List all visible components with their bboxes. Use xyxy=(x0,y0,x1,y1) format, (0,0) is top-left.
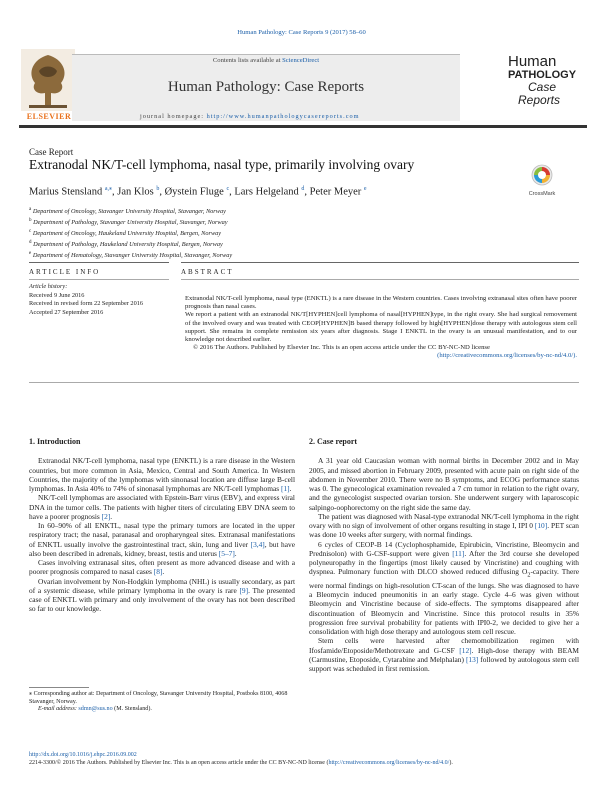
abstract-paragraph: We report a patient with an extranodal NK/T[HYPHEN]cell lymphoma of nasal[HYPHEN]type, in the right ovary. She had surgical removement of the involved ovary and was treated with CEOP[HYPHEN]B based therapy followed by high[HYPHEN]dose therapy with autologous stem cell support. She remains in complete remission six years after diagnosis. Stage I ENKTL in the ovary is an unusual manifestation, and to our knowledge not described earlier. xyxy=(185,311,577,344)
homepage-label: journal homepage: xyxy=(140,113,207,120)
homepage-link[interactable]: http://www.humanpathologycasereports.com xyxy=(206,113,360,120)
affiliation: $^d$ Department of Pathology, Haukeland University Hospital, Bergen, Norway xyxy=(29,239,223,248)
article-history xyxy=(29,283,143,318)
affiliation: $^c$ Department of Oncology, Haukeland University Hospital, Bergen, Norway xyxy=(29,228,222,237)
footnote-email: E-mail address: sdmn@sus.no (M. Stensland). xyxy=(38,706,152,712)
section-heading: 1. Introduction xyxy=(29,437,81,446)
introduction-section xyxy=(29,437,295,614)
citation-link[interactable]: [12] xyxy=(459,645,472,655)
case-report-section xyxy=(309,437,579,673)
header-rule xyxy=(19,125,587,128)
author-list xyxy=(29,185,367,198)
paragraph: Cases involving extranasal sites, often present as more advanced disease and with a poorer prognosis compared to nasal cases [8]. xyxy=(29,558,295,577)
author-name: Marius Stensland xyxy=(29,186,105,198)
elsevier-tree-logo[interactable] xyxy=(21,49,75,119)
citation-link[interactable]: [8] xyxy=(153,567,163,577)
affiliation: $^a$ Department of Oncology, Stavanger University Hospital, Stavanger, Norway xyxy=(29,207,226,216)
paragraph: Stem cells were harvested after chemomobilization regimen with Ifosfamide/Etoposide/Methotrexate and G-CSF [12]. High-dose therapy with BEAM (Carmustine, Etoposide, Cytarabine and Melphalan) [13] followed by autologous stem cell support was scheduled in first remission. xyxy=(309,636,579,674)
accepted-date: Accepted 27 September 2016 xyxy=(29,309,104,317)
affiliation: $^e$ Department of Hematology, Stavanger University Hospital, Stavanger, Norway xyxy=(29,250,233,259)
divider xyxy=(181,279,579,280)
abstract-heading: ABSTRACT xyxy=(181,268,234,276)
divider xyxy=(29,382,579,383)
paragraph: Extranodal NK/T-cell lymphoma, nasal type (ENKTL) is a rare disease in the Western countries, but more common in Asia, Mexico, Central and South America. In Western Countries, the majority of the lymphomas with sinonasal location are diffuse large B-cell lymphomas. In Asia 40% to 74% of sinonasal lymphomas are NK/T-cell lymphomas [1]. xyxy=(29,456,295,493)
history-label: Article history: xyxy=(29,283,68,290)
divider xyxy=(29,262,169,263)
abstract-body xyxy=(185,295,577,361)
citation-link[interactable]: [3,4] xyxy=(250,539,265,549)
author-name: , Peter Meyer xyxy=(304,186,364,198)
author-sup[interactable]: c xyxy=(226,186,230,192)
abstract-paragraph: Extranodal NK/T-cell lymphoma, nasal type (ENKTL) is a rare disease in the Western countries. Cases involving extranasal sites often have poorer prognosis than nasal cases. xyxy=(185,295,577,311)
logo-line-4: Reports xyxy=(518,92,561,107)
section-heading: 2. Case report xyxy=(309,437,358,446)
citation-link[interactable]: [13] xyxy=(465,654,479,664)
logo-line-1: Human xyxy=(508,53,557,70)
journal-title: Human Pathology: Case Reports xyxy=(167,79,365,95)
paragraph: In 60–90% of all ENKTL, nasal type the primary tumors are located in the upper respiratory tract; the nasal, paranasal and oropharyngeal sites. Extranasal manifestations of ENKTL usually involve the gastrointestinal tract, skin, lung and liver [3,4], but have also been described in adrenals, kidney, breast, testis and uterus [5–7]. xyxy=(29,521,295,558)
citation-link[interactable]: [10] xyxy=(534,521,548,530)
article-type: Case Report xyxy=(29,147,74,157)
corresponding-author-footnote xyxy=(29,691,295,714)
author-name: , Jan Klos xyxy=(112,186,157,198)
logo-line-3: Case xyxy=(528,80,557,95)
affiliation-list xyxy=(29,206,232,260)
citation-link[interactable]: [1] xyxy=(281,484,290,493)
paragraph: The patient was diagnosed with Nasal-type extranodal NK/T-cell lymphoma in the right ovary with no sign of involvement of other organs resulting in stage I, IPI 0 [10]. PET scan was done 10 weeks after surgery, with normal findings. xyxy=(309,511,579,540)
sciencedirect-link[interactable]: ScienceDirect xyxy=(282,57,320,64)
affiliation: $^b$ Department of Pathology, Stavanger University Hospital, Stavanger, Norway xyxy=(29,217,228,226)
paragraph: A 31 year old Caucasian woman with normal births in December 2002 and in May 2005, and missed abortion in February 2009, presented with acute pain on right side of the abdomen in November 2010. There were no B symptoms, and ECOG performance status was 0. The gynecological examination revealed a 7 cm tumor in relation to the right ovary, and the gynecologist suspected ovarian torsion. She underwent surgery with laparoscopic salpingo-oophorectomy on the right side the same day. xyxy=(309,456,579,512)
article-title: Extranodal NK/T-cell lymphoma, nasal type, primarily involving ovary xyxy=(29,157,415,172)
crossmark-icon[interactable] xyxy=(531,164,553,186)
citation-link[interactable]: [2] xyxy=(101,511,111,521)
license-link[interactable]: (http://creativecommons.org/licenses/by-nc-nd/4.0/). xyxy=(437,352,577,360)
author-sup[interactable]: a,⁎ xyxy=(104,186,112,192)
author-sup[interactable]: b xyxy=(156,186,160,192)
received-date: Received 9 June 2016 xyxy=(29,291,85,299)
contents-prefix: Contents lists available at xyxy=(212,57,283,64)
footnote-text: ⁎ Corresponding author at: Department of Oncology, Stavanger University Hospital, Postboks 8100, 4068 Stavanger, Norway. xyxy=(29,691,288,705)
journal-reference[interactable]: Human Pathology: Case Reports 9 (2017) 58–60 xyxy=(237,29,366,36)
paragraph: NK/T-cell lymphomas are associated with Epstein-Barr virus (EBV), and express viral DNA in the tumor cells. The patients with higher titers of circulating EBV DNA seem to have a poorer prognosis [2]. xyxy=(29,493,295,521)
issn-line: 2214-3300/© 2016 The Authors. Published by Elsevier Inc. This is an open access article under the CC BY-NC-ND license (http://creativecommons.org/licenses/by-nc-nd/4.0/). xyxy=(29,759,453,766)
article-info-heading: ARTICLE INFO xyxy=(29,268,101,276)
divider xyxy=(29,279,169,280)
paragraph: 6 cycles of CEOP-B 14 (Cyclophosphamide, Epirubicin, Vincristine, Bleomycin and Prednisolon) with G-CSF-support were given [11]. After the 3rd course she developed polyneuropathy in the fingertips (most likely caused by Vincristine) and coughing with dyspnea. Pulmonary function with DLCO showed reduced diffusing $O_2$-capacity. There were normal findings on high-resolution CT-scan of the lungs. She was diagnosed to have a Bleomycin induced pneumonitis in an early stage. Cycle 4–6 was given without Bleomycin and Vincristine because of side-effects. The symptoms disappeared after discontinuation of Bleomycin and Vincristine. Since this protocol results in 35% progression free survival probability for patients with IPI0-2, we decided to give her a consolidation with high dose therapy and autologous stem cell rescue. xyxy=(309,539,579,637)
author-name: , Øystein Fluge xyxy=(159,186,227,198)
publisher-name: ELSEVIER xyxy=(26,112,72,121)
crossmark-badge[interactable] xyxy=(512,164,572,197)
license-footer-link[interactable]: http://creativecommons.org/licenses/by-nc-nd/4.0/ xyxy=(328,759,450,766)
author-sup[interactable]: d xyxy=(301,186,305,192)
page-footer xyxy=(29,752,589,767)
logo-line-2: PATHOLOGY xyxy=(508,68,577,81)
author-name: , Lars Helgeland xyxy=(229,186,302,198)
journal-logo xyxy=(508,54,594,106)
citation-link[interactable]: [9] xyxy=(239,585,249,595)
contents-line xyxy=(72,57,460,64)
footnote-rule xyxy=(29,687,89,688)
citation-link[interactable]: [11] xyxy=(452,548,465,558)
abstract-copyright: © 2016 The Authors. Published by Elsevier Inc. This is an open access article under the CC BY-NC-ND license xyxy=(193,344,490,352)
citation-link[interactable]: [5–7] xyxy=(218,548,235,558)
revised-date: Received in revised form 22 September 2016 xyxy=(29,300,144,308)
doi-link[interactable]: http://dx.doi.org/10.1016/j.ehpc.2016.09.002 xyxy=(29,752,137,758)
journal-homepage xyxy=(140,113,540,120)
divider xyxy=(181,262,579,263)
paragraph: Ovarian involvement by Non-Hodgkin lymphoma (NHL) is usually secondary, as part of a systemic disease, while primary lymphoma in the ovary is rare [9]. The presented case of ENKTL with primary and only involvement of the ovary has not been described so far to our knowledge. xyxy=(29,576,296,614)
crossmark-label: CrossMark xyxy=(528,191,556,197)
author-sup[interactable]: e xyxy=(363,186,367,192)
email-link[interactable]: sdmn@sus.no xyxy=(78,706,113,712)
